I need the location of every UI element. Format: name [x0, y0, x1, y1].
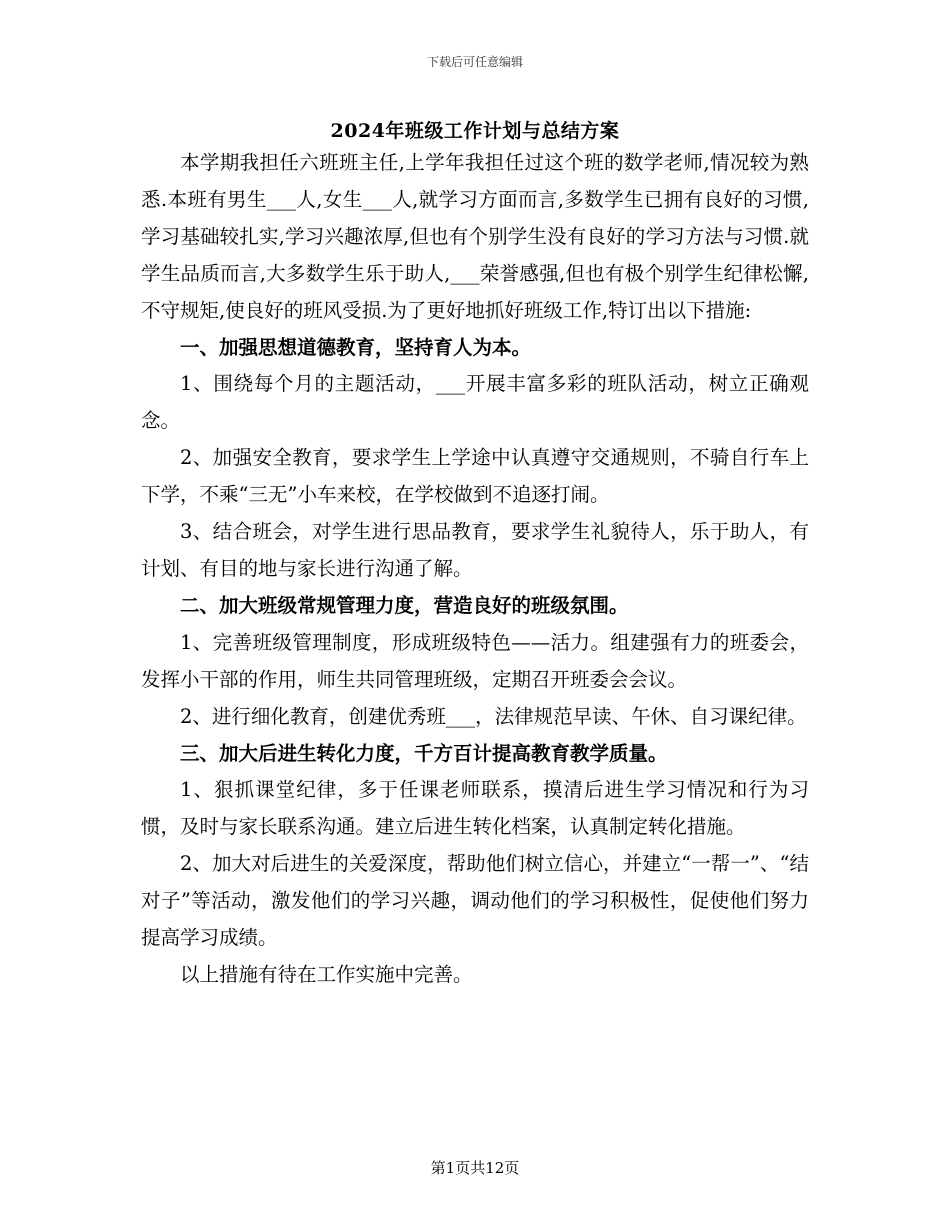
- section-heading-1: 一、加强思想道德教育，坚持育人为本。: [180, 335, 532, 359]
- paragraph: 2、加大对后进生的关爱深度，帮助他们树立信心，并建立“一帮一”、“结对子”等活动，激发他们的学习兴趣，调动他们的学习积极性，促使他们努力提高学习成绩。: [141, 852, 809, 950]
- paragraph: 3、结合班会，对学生进行思品教育，要求学生礼貌待人，乐于助人，有计划、有目的地与家长进行沟通了解。: [141, 520, 809, 580]
- document-body: [141, 145, 809, 994]
- document-title: 2024年班级工作计划与总结方案: [330, 120, 620, 142]
- section-heading-3: 三、加大后进生转化力度，千方百计提高教育教学质量。: [180, 741, 668, 765]
- closing-paragraph: 以上措施有待在工作实施中完善。: [180, 962, 473, 986]
- paragraph: 1、围绕每个月的主题活动，___开展丰富多彩的班队活动，树立正确观念。: [141, 372, 809, 433]
- page-number: 第1页共12页: [430, 1159, 520, 1177]
- paragraph: 2、加强安全教育，要求学生上学途中认真遵守交通规则，不骑自行车上下学，不乘“三无”小车来校，在学校做到不追逐打闹。: [141, 446, 809, 507]
- paragraph: 2、进行细化教育，创建优秀班___，法律规范早读、午休、自习课纪律。: [180, 704, 807, 728]
- intro-paragraph: 本学期我担任六班班主任,上学年我担任过这个班的数学老师,情况较为熟悉.本班有男生___人,女生___人,就学习方面而言,多数学生已拥有良好的习惯,学习基础较扎实,学习兴趣浓厚,但也有个别学生没有良好的学习方法与习惯.就学生品质而言,大多数学生乐于助人,___荣誉感强,但也有极个别学生纪律松懈,不守规矩,使良好的班风受损.为了更好地抓好班级工作,特订出以下措施:: [141, 151, 809, 322]
- section-heading-2: 二、加大班级常规管理力度，营造良好的班级氛围。: [180, 593, 629, 617]
- header-note: 下载后可任意编辑: [426, 55, 523, 69]
- paragraph: 1、狠抓课堂纪律，多于任课老师联系，摸清后进生学习情况和行为习惯，及时与家长联系沟通。建立后进生转化档案，认真制定转化措施。: [141, 778, 809, 839]
- paragraph: 1、完善班级管理制度，形成班级特色——活力。组建强有力的班委会，发挥小干部的作用，师生共同管理班级，定期召开班委会会议。: [141, 630, 809, 691]
